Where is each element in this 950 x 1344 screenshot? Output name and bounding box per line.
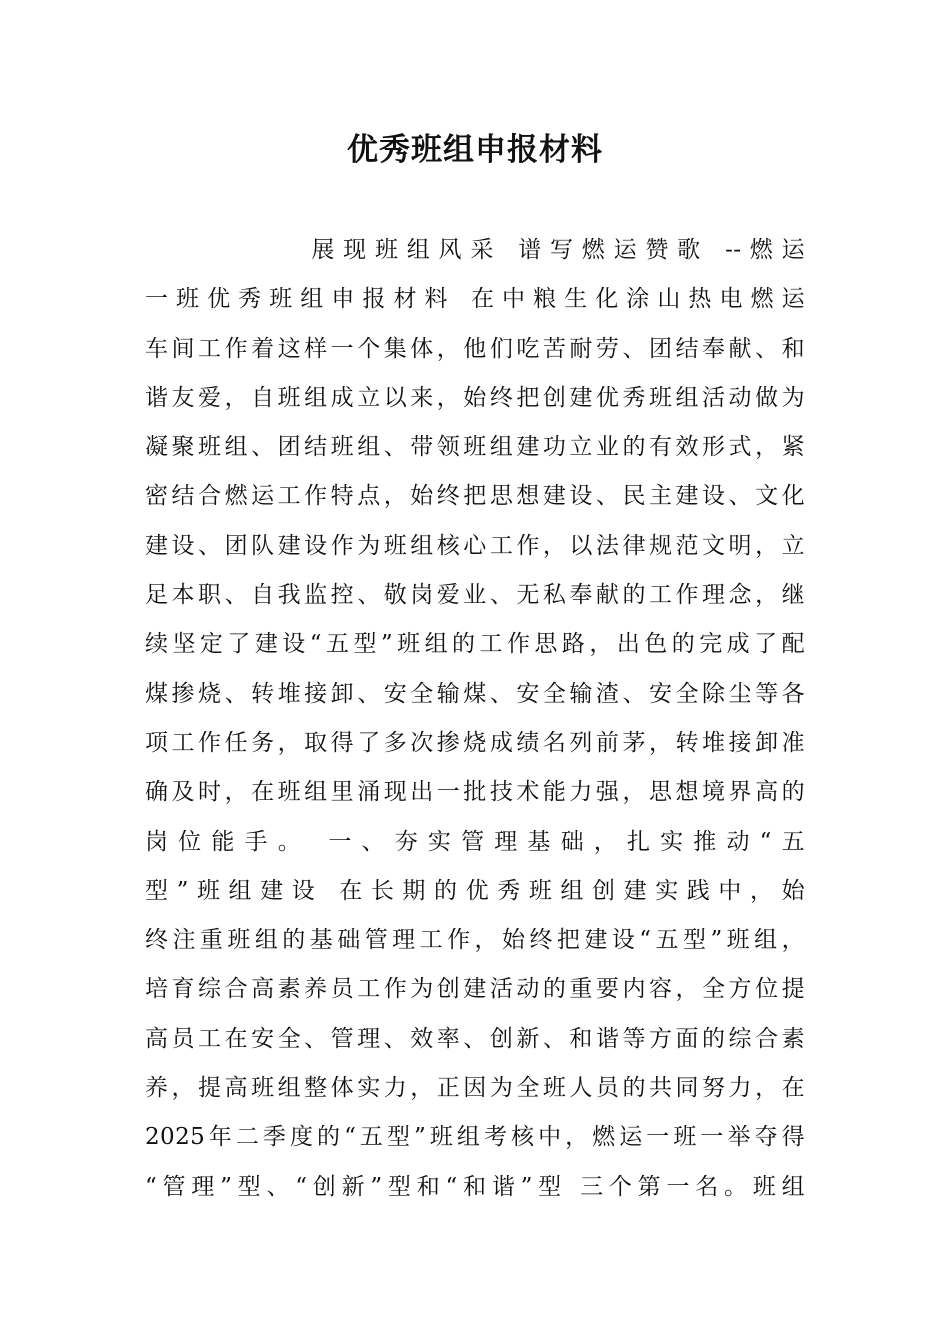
text-line-3: 车间工作着这样一个集体，他们吃苦耐劳、团结奉献、和 [145,335,805,362]
text-line-16: 培育综合高素养员工作为创建活动的重要内容，全方位提 [145,976,805,1003]
text-line-6: 密结合燃运工作特点，始终把思想建设、民主建设、文化 [145,483,805,510]
text-line-9: 续坚定了建设“五型”班组的工作思路，出色的完成了配 [145,631,805,658]
text-line-8: 足本职、自我监控、敬岗爱业、无私奉献的工作理念，继 [145,582,805,609]
text-line-17: 高员工在安全、管理、效率、创新、和谐等方面的综合素 [145,1025,805,1052]
text-line-2: 一班优秀班组申报材料 在中粮生化涂山热电燃运 [145,286,805,313]
document-body [145,226,805,1212]
text-line-4: 谐友爱，自班组成立以来，始终把创建优秀班组活动做为 [145,384,805,411]
text-line-13: 岗位能手。 一、夯实管理基础，扎实推动“五 [145,828,805,855]
text-line-10: 煤掺烧、转堆接卸、安全输煤、安全输渣、安全除尘等各 [145,680,805,707]
text-line-19: 2025年二季度的“五型”班组考核中，燃运一班一举夺得 [145,1124,805,1151]
text-line-12: 确及时，在班组里涌现出一批技术能力强，思想境界高的 [145,779,805,806]
text-line-5: 凝聚班组、团结班组、带领班组建功立业的有效形式，紧 [145,434,805,461]
text-line-11: 项工作任务，取得了多次掺烧成绩名列前茅，转堆接卸准 [145,729,805,756]
text-line-14: 型”班组建设 在长期的优秀班组创建实践中，始 [145,877,805,904]
text-line-7: 建设、团队建设作为班组核心工作，以法律规范文明，立 [145,532,805,559]
text-line-20: “管理”型、“创新”型和“和谐”型 三个第一名。班组 [145,1173,805,1200]
text-line-18: 养，提高班组整体实力，正因为全班人员的共同努力，在 [145,1075,805,1102]
text-line-1: 展现班组风采 谱写燃运赞歌 --燃运 [303,237,805,263]
document-title: 优秀班组申报材料 [347,132,603,168]
text-line-15: 终注重班组的基础管理工作，始终把建设“五型”班组， [145,927,805,954]
